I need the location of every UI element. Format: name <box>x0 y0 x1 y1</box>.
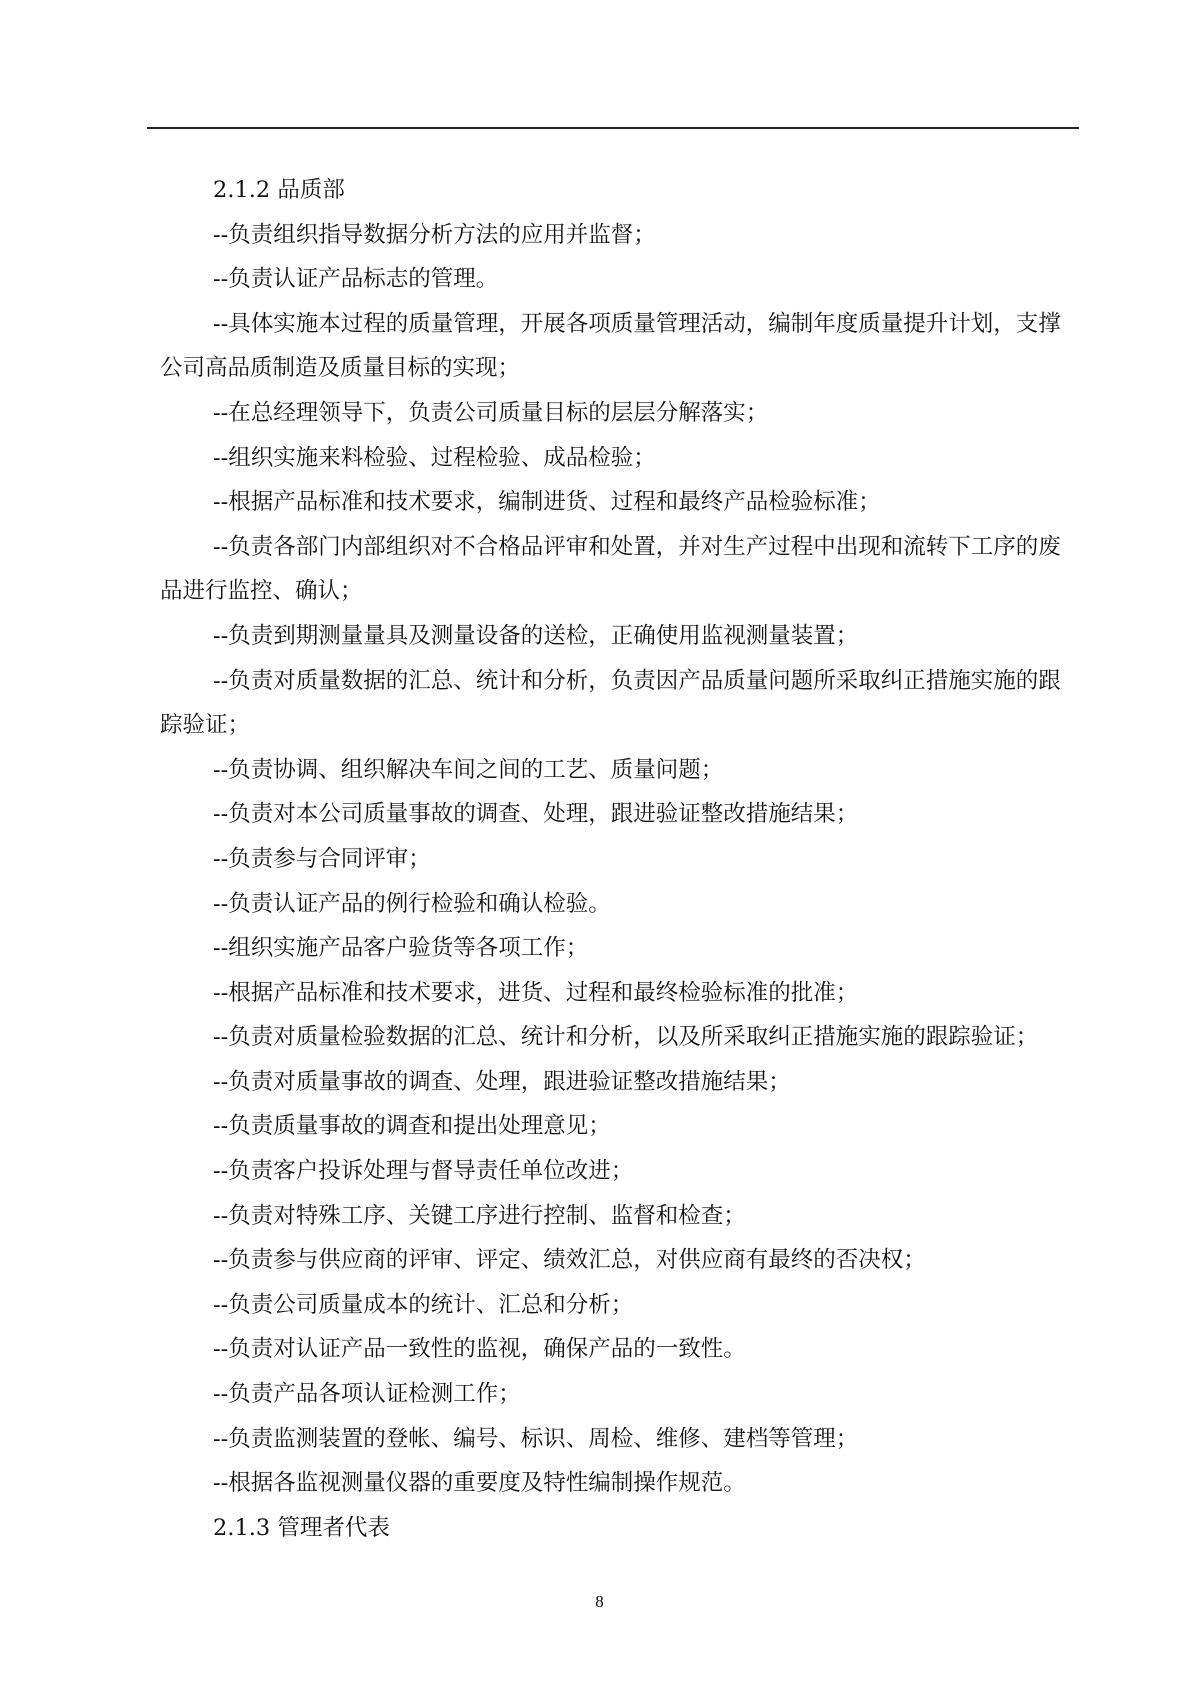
section-heading-2-1-2: 2.1.2 品质部 <box>213 177 345 203</box>
list-item: --负责产品各项认证检测工作； <box>213 1381 521 1408</box>
list-item: --负责参与供应商的评审、评定、绩效汇总，对供应商有最终的否决权； <box>213 1247 926 1274</box>
list-item: --负责对质量检验数据的汇总、统计和分析，以及所采取纠正措施实施的跟踪验证； <box>213 1024 1039 1051</box>
page-body <box>160 168 1080 1550</box>
page-number: 8 <box>595 1592 604 1611</box>
list-item: --负责各部门内部组织对不合格品评审和处置，并对生产过程中出现和流转下工序的废品进行监控、确认； <box>160 533 1061 605</box>
list-item: --根据产品标准和技术要求，进货、过程和最终检验标准的批准； <box>213 979 859 1006</box>
list-item: --根据各监视测量仪器的重要度及特性编制操作规范。 <box>213 1470 746 1497</box>
section-heading-2-1-3: 2.1.3 管理者代表 <box>213 1514 390 1541</box>
list-item: --负责到期测量量具及测量设备的送检，正确使用监视测量装置； <box>213 622 859 649</box>
list-item: --负责协调、组织解决车间之间的工艺、质量问题； <box>213 756 724 783</box>
list-item: --负责认证产品的例行检验和确认检验。 <box>213 890 611 917</box>
header-rule <box>147 127 1079 129</box>
list-item: --负责对质量数据的汇总、统计和分析，负责因产品质量问题所采取纠正措施实施的跟踪验证； <box>160 667 1061 739</box>
list-item: --根据产品标准和技术要求，编制进货、过程和最终产品检验标准； <box>213 489 881 516</box>
list-item: --负责参与合同评审； <box>213 845 431 872</box>
list-item: --负责组织指导数据分析方法的应用并监督； <box>213 221 656 248</box>
list-item: --组织实施来料检验、过程检验、成品检验； <box>213 444 656 471</box>
list-item: --在总经理领导下，负责公司质量目标的层层分解落实； <box>213 399 769 426</box>
list-item: --负责监测装置的登帐、编号、标识、周检、维修、建档等管理； <box>213 1425 859 1452</box>
list-item: --负责对认证产品一致性的监视，确保产品的一致性。 <box>213 1336 746 1363</box>
list-item: --负责对质量事故的调查、处理，跟进验证整改措施结果； <box>213 1068 791 1095</box>
list-item: --具体实施本过程的质量管理，开展各项质量管理活动，编制年度质量提升计划，支撑公司高品质制造及质量目标的实现； <box>160 310 1061 382</box>
list-item: --负责对特殊工序、关键工序进行控制、监督和检查； <box>213 1202 746 1229</box>
list-item: --负责对本公司质量事故的调查、处理，跟进验证整改措施结果； <box>213 801 859 828</box>
list-item: --负责公司质量成本的统计、汇总和分析； <box>213 1291 634 1318</box>
list-item: --负责质量事故的调查和提出处理意见； <box>213 1113 611 1140</box>
list-item: --负责客户投诉处理与督导责任单位改进； <box>213 1158 634 1185</box>
list-item: --组织实施产品客户验货等各项工作； <box>213 935 589 962</box>
list-item: --负责认证产品标志的管理。 <box>213 266 499 293</box>
